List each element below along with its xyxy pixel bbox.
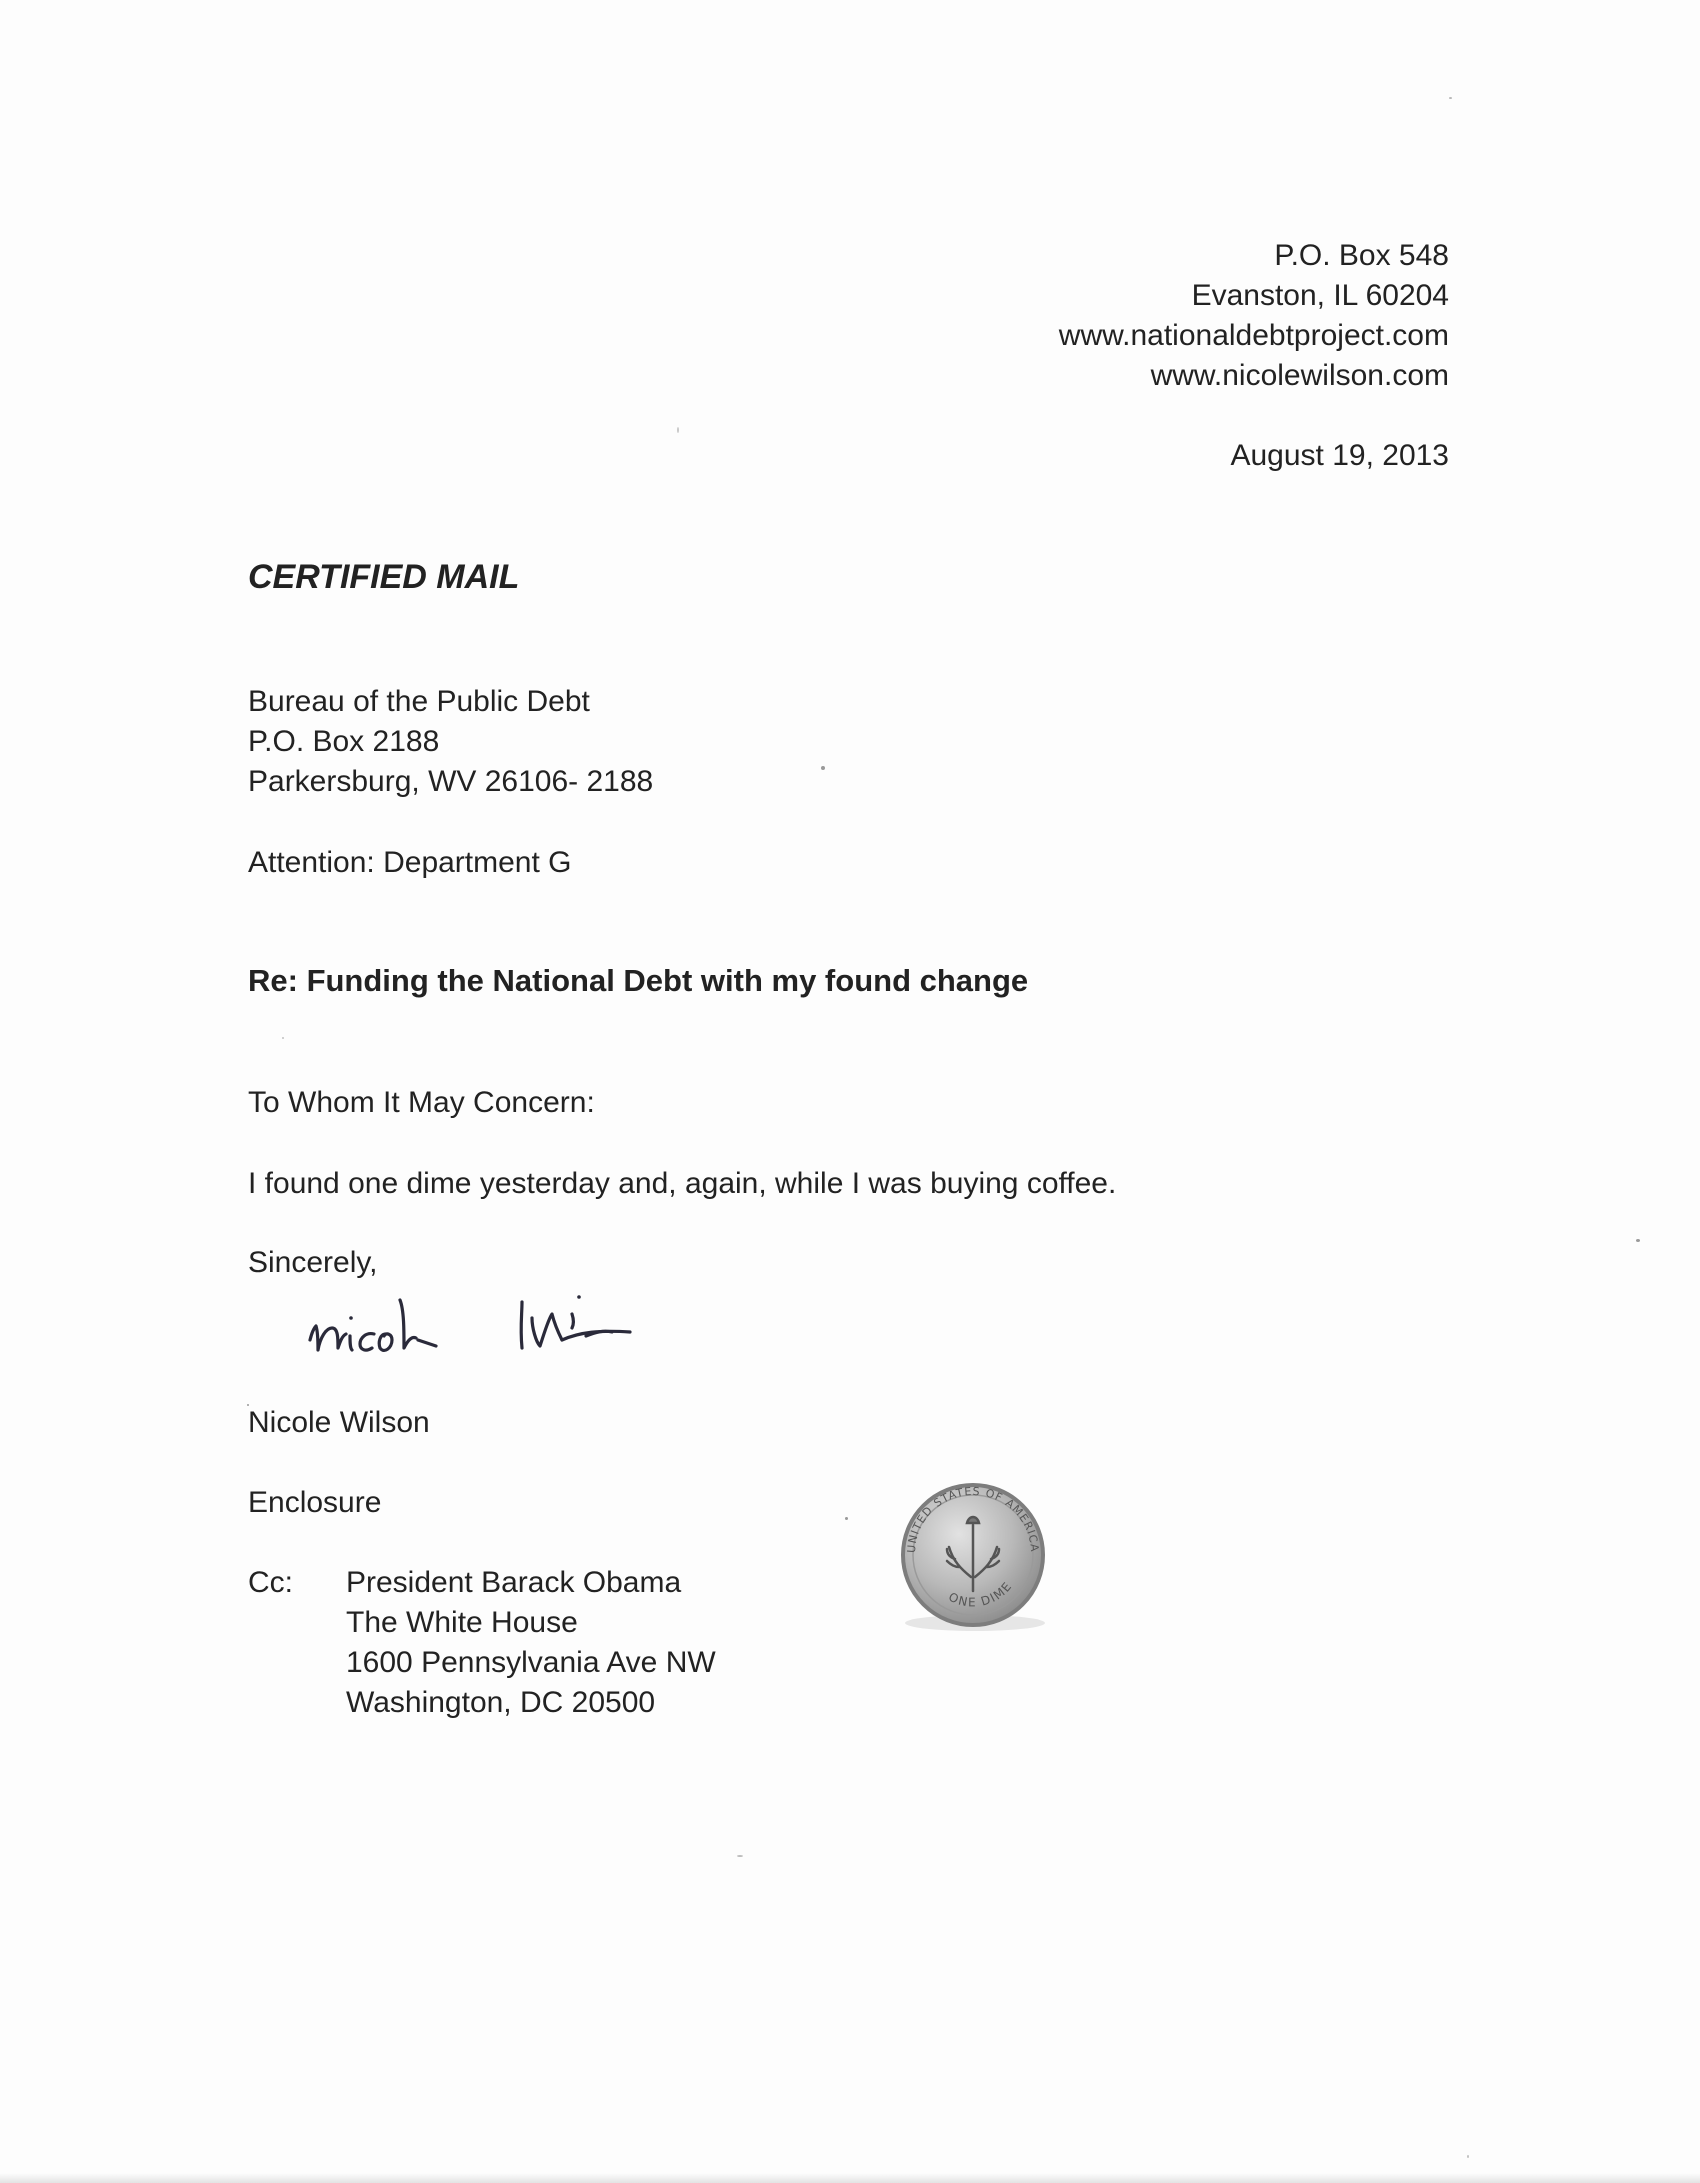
signer-name: Nicole Wilson [248, 1406, 430, 1439]
scan-speck [1467, 2155, 1469, 2158]
cc-street: 1600 Pennsylvania Ave NW [346, 1646, 716, 1679]
cc-label: Cc: [248, 1566, 293, 1599]
recipient-address [248, 682, 653, 802]
letter-date: August 19, 2013 [1230, 439, 1449, 472]
letter-body: I found one dime yesterday and, again, while I was buying coffee. [248, 1167, 1117, 1200]
scan-speck [282, 1037, 284, 1039]
cc-recipient-address [346, 1563, 716, 1723]
recipient-po-box: P.O. Box 2188 [248, 725, 440, 758]
recipient-city-state-zip: Parkersburg, WV 26106- 2188 [248, 765, 654, 798]
scan-speck [737, 1855, 743, 1857]
attention-line: Attention: Department G [248, 846, 572, 879]
scan-speck [821, 766, 825, 770]
sender-website-project: www.nationaldebtproject.com [1058, 319, 1449, 352]
cc-name: President Barack Obama [346, 1566, 682, 1599]
sender-address [1059, 236, 1449, 396]
enclosure-notation: Enclosure [248, 1486, 382, 1519]
scan-speck [845, 1517, 848, 1520]
scan-speck [1449, 97, 1452, 99]
cc-city-state-zip: Washington, DC 20500 [346, 1686, 656, 1719]
scan-speck [1636, 1239, 1640, 1242]
handwritten-signature [300, 1270, 720, 1380]
scan-bottom-edge [0, 2173, 1700, 2183]
cc-org: The White House [346, 1606, 578, 1639]
delivery-method: CERTIFIED MAIL [248, 558, 520, 596]
sender-website-personal: www.nicolewilson.com [1150, 359, 1449, 392]
scan-speck [677, 427, 679, 433]
closing: Sincerely, [248, 1246, 378, 1279]
salutation: To Whom It May Concern: [248, 1086, 595, 1119]
dime-inscription-bottom: ONE DIME [946, 1578, 1015, 1610]
dime-inscription-top: UNITED STATES OF AMERICA [904, 1484, 1042, 1554]
subject-line: Re: Funding the National Debt with my found change [248, 963, 1029, 998]
dime-coin-image [893, 1473, 1053, 1638]
scan-speck [247, 1404, 249, 1406]
sender-po-box: P.O. Box 548 [1274, 239, 1449, 272]
sender-city-state-zip: Evanston, IL 60204 [1191, 279, 1449, 312]
recipient-org: Bureau of the Public Debt [248, 685, 590, 718]
